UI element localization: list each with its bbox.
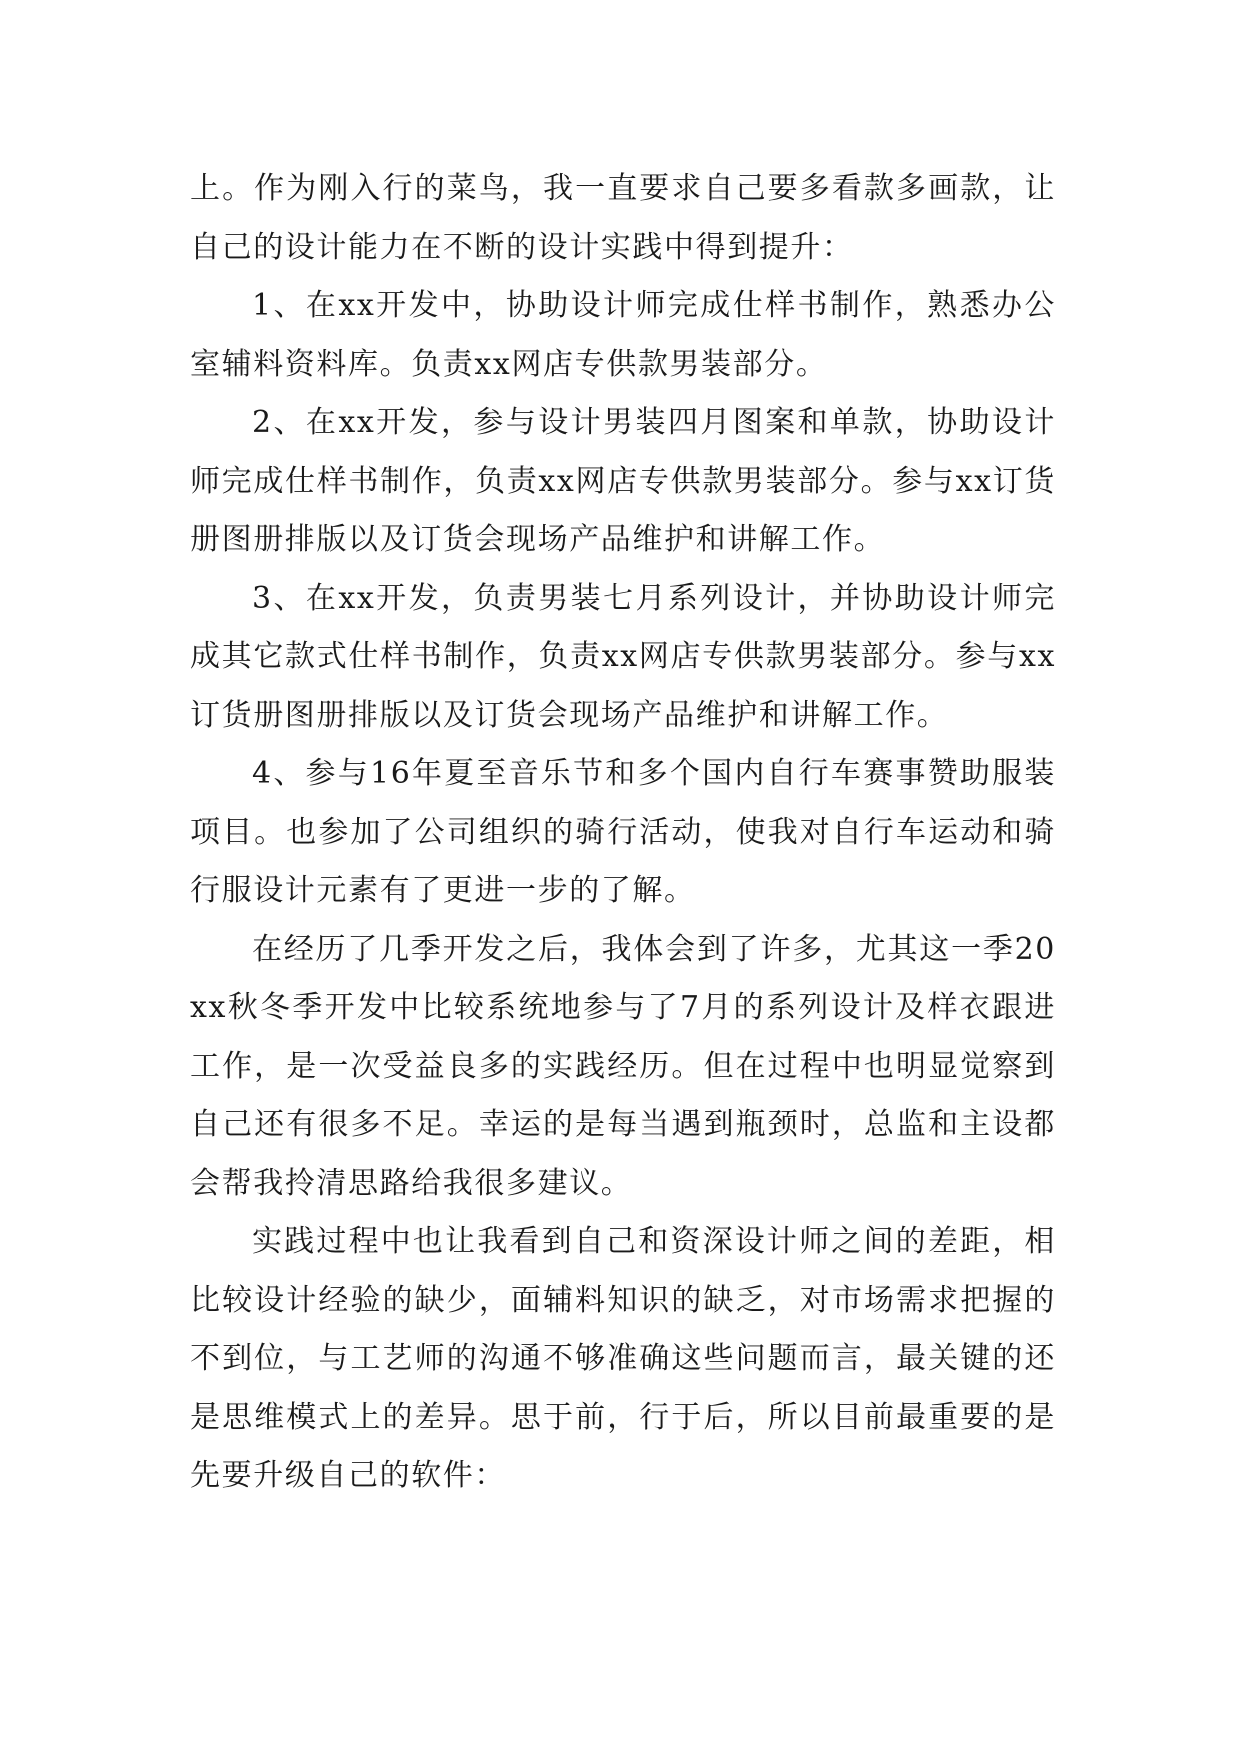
paragraph-item-2: 2、在xx开发，参与设计男装四月图案和单款，协助设计师完成仕样书制作，负责xx网店专供款男装部分。参与xx订货册图册排版以及订货会现场产品维护和讲解工作。 [190, 405, 1056, 557]
paragraph-item-1: 1、在xx开发中，协助设计师完成仕样书制作，熟悉办公室辅料资料库。负责xx网店专供款男装部分。 [190, 288, 1056, 382]
paragraph-experience: 在经历了几季开发之后，我体会到了许多，尤其这一季20xx秋冬季开发中比较系统地参与了7月的系列设计及样衣跟进工作，是一次受益良多的实践经历。但在过程中也明显觉察到自己还有很多不足。幸运的是每当遇到瓶颈时，总监和主设都会帮我拎清思路给我很多建议。 [190, 931, 1056, 1201]
paragraph-item-3: 3、在xx开发，负责男装七月系列设计，并协助设计师完成其它款式仕样书制作，负责xx网店专供款男装部分。参与xx订货册图册排版以及订货会现场产品维护和讲解工作。 [190, 580, 1056, 733]
paragraph-continuation: 上。作为刚入行的菜鸟，我一直要求自己要多看款多画款，让自己的设计能力在不断的设计实践中得到提升： [190, 171, 1056, 265]
paragraph-gap-analysis: 实践过程中也让我看到自己和资深设计师之间的差距，相比较设计经验的缺少，面辅料知识的缺乏，对市场需求把握的不到位，与工艺师的沟通不够准确这些问题而言，最关键的还是思维模式上的差异。思于前，行于后，所以目前最重要的是先要升级自己的软件： [190, 1224, 1056, 1493]
document-body [190, 160, 1056, 1506]
paragraph-item-4: 4、参与16年夏至音乐节和多个国内自行车赛事赞助服装项目。也参加了公司组织的骑行活动，使我对自行车运动和骑行服设计元素有了更进一步的了解。 [190, 756, 1056, 908]
